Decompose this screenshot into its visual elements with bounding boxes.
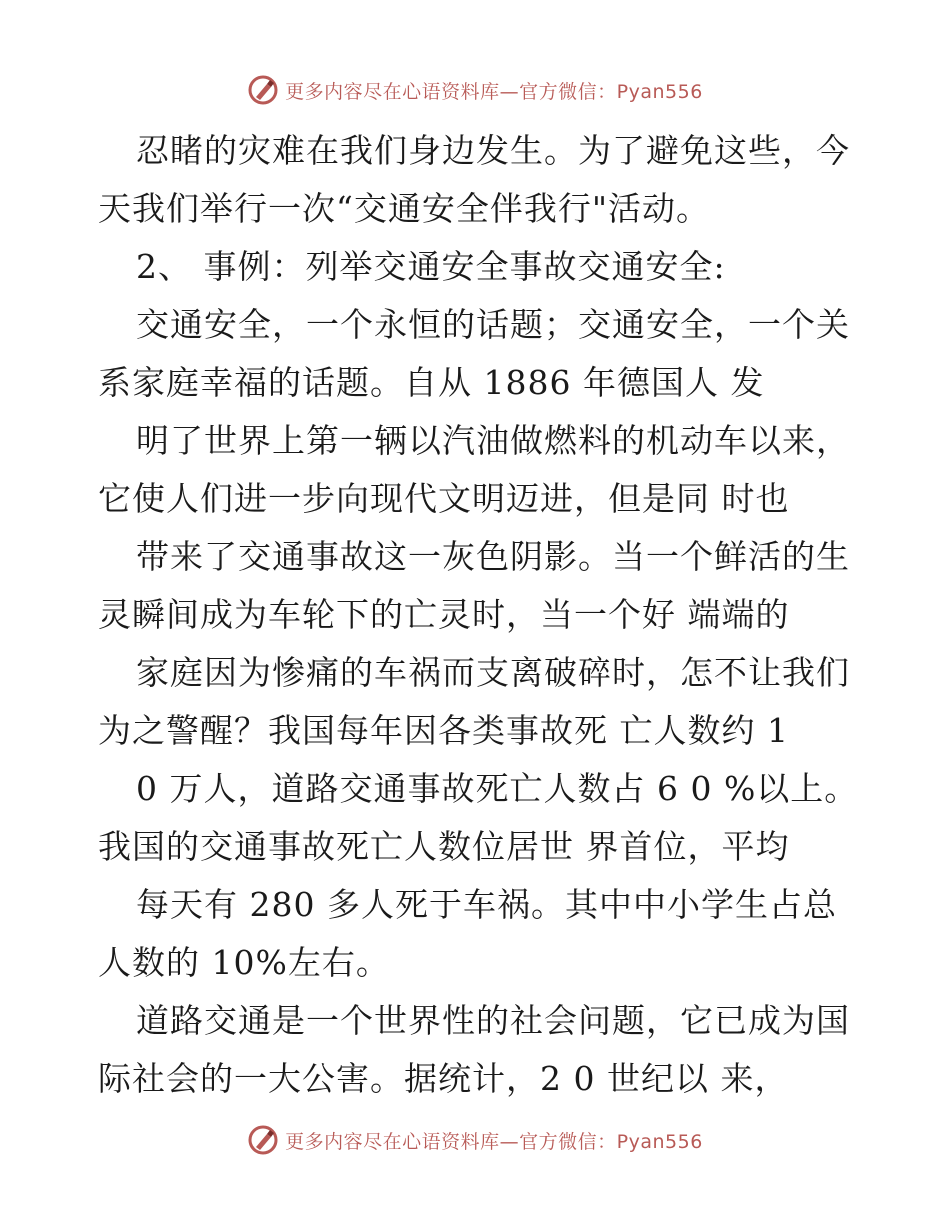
text-line: 灵瞬间成为车轮下的亡灵时，当一个好 端端的 xyxy=(98,595,790,634)
pen-logo-icon xyxy=(247,74,279,106)
text-line: 为之警醒？我国每年因各类事故死 亡人数约 1 xyxy=(98,711,789,750)
watermark-text: 更多内容尽在心语资料库—官方微信：Pyan556 xyxy=(285,1130,703,1153)
text-line: 带来了交通事故这一灰色阴影。当一个鲜活的生 xyxy=(136,537,850,576)
text-line: 0 万人，道路交通事故死亡人数占 6 0 %以上。 xyxy=(136,769,859,808)
text-line: 家庭因为惨痛的车祸而支离破碎时，怎不让我们 xyxy=(136,653,850,692)
header-watermark xyxy=(0,70,950,110)
pen-logo-icon xyxy=(247,1124,279,1156)
text-line: 际社会的一大公害。据统计，2 0 世纪以 来， xyxy=(98,1059,789,1098)
watermark-text: 更多内容尽在心语资料库—官方微信：Pyan556 xyxy=(285,80,703,103)
text-line: 每天有 280 多人死于车祸。其中中小学生占总 xyxy=(136,885,837,924)
text-line: 系家庭幸福的话题。自从 1886 年德国人 发 xyxy=(98,363,765,402)
text-line: 它使人们进一步向现代文明迈进，但是同 时也 xyxy=(98,479,790,518)
footer-watermark xyxy=(0,1120,950,1160)
document-body xyxy=(98,122,858,1108)
text-line: 2、 事例：列举交通安全事故交通安全: xyxy=(136,247,726,286)
text-line: 人数的 10%左右。 xyxy=(98,943,390,982)
text-line: 明了世界上第一辆以汽油做燃料的机动车以来， xyxy=(136,421,850,460)
text-line: 道路交通是一个世界性的社会问题，它已成为国 xyxy=(136,1001,850,1040)
text-line: 忍睹的灾难在我们身边发生。为了避免这些，今 xyxy=(136,131,850,170)
text-line: 交通安全，一个永恒的话题；交通安全，一个关 xyxy=(136,305,850,344)
text-line: 我国的交通事故死亡人数位居世 界首位，平均 xyxy=(98,827,790,866)
text-line: 天我们举行一次“交通安全伴我行"活动。 xyxy=(98,189,711,228)
